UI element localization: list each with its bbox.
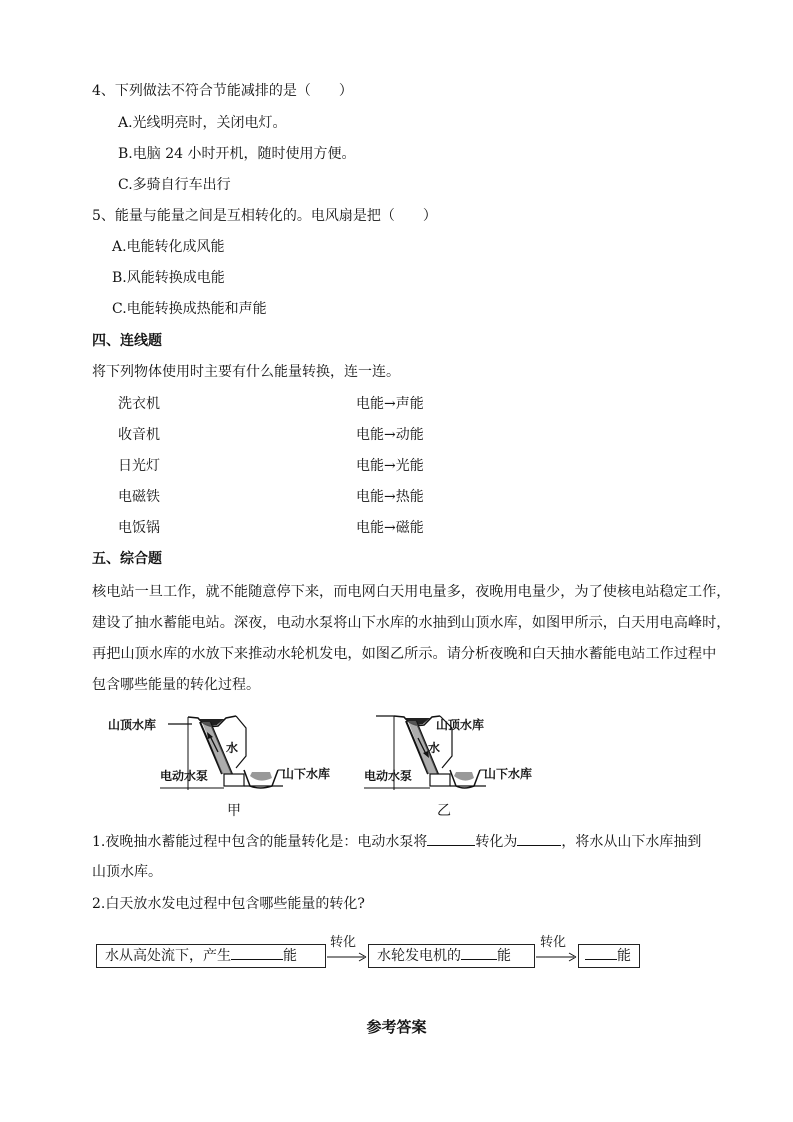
answers-title: 参考答案 <box>366 1018 427 1036</box>
section4-title: 四、连线题 <box>92 333 162 349</box>
flow-box-2-text: 水轮发电机的 <box>377 948 461 964</box>
flow-arrow-label: 转化 <box>330 935 357 950</box>
section4-intro: 将下列物体使用时主要有什么能量转换，连一连。 <box>92 364 400 380</box>
flow-box-2 <box>368 944 535 968</box>
section5-title: 五、综合题 <box>92 551 162 567</box>
match-right-item: 电能→声能 <box>356 396 424 412</box>
q1-part1: 1.夜晚抽水蓄能过程中包含的能量转化是：电动水泵将 <box>92 834 428 850</box>
figure-b <box>364 716 532 819</box>
section5-para-line: 包含哪些能量的转化过程。 <box>92 677 260 693</box>
bottom-reservoir-label: 山下水库 <box>484 767 533 781</box>
flow-box-2-end: 能 <box>497 948 511 964</box>
match-right-item: 电能→热能 <box>356 489 424 505</box>
top-reservoir-label: 山顶水库 <box>436 718 485 732</box>
flow-blank-2[interactable] <box>461 945 497 960</box>
q5-option-a: A.电能转化成风能 <box>112 239 225 255</box>
flow-blank-3[interactable] <box>585 945 617 960</box>
q4-option-a: A.光线明亮时，关闭电灯。 <box>118 115 287 131</box>
section5-para-line: 再把山顶水库的水放下来推动水轮机发电，如图乙所示。请分析夜晚和白天抽水蓄能电站工作过程中 <box>92 646 717 662</box>
figure-b-label: 乙 <box>437 803 451 819</box>
pump-label: 电动水泵 <box>160 769 209 783</box>
match-right-item: 电能→磁能 <box>356 520 424 536</box>
q1-part3: ，将水从山下水库抽到 <box>561 834 702 850</box>
flow-box-1-text: 水从高处流下，产生 <box>105 948 231 964</box>
q4-option-b: B.电脑 24 小时开机，随时使用方便。 <box>118 146 356 162</box>
section5-q1 <box>92 831 701 852</box>
flow-blank-1[interactable] <box>231 945 283 960</box>
flow-box-3 <box>578 944 640 968</box>
match-left-item: 洗衣机 <box>118 396 160 412</box>
match-left-item: 收音机 <box>118 427 160 443</box>
flow-arrow-label: 转化 <box>540 935 567 950</box>
q5-stem: 5、能量与能量之间是互相转化的。电风扇是把（ ） <box>92 208 437 224</box>
q1-part2: 转化为 <box>475 834 518 850</box>
q5-option-b: B.风能转换成电能 <box>112 270 225 286</box>
match-right-item: 电能→光能 <box>356 458 424 474</box>
water-label: 水 <box>226 741 239 755</box>
match-right-item: 电能→动能 <box>356 427 424 443</box>
section5-para-line: 核电站一旦工作，就不能随意停下来，而电网白天用电量多，夜晚用电量少，为了使核电站稳定工作， <box>92 584 731 600</box>
match-left-item: 电磁铁 <box>118 489 160 505</box>
bottom-reservoir-label: 山下水库 <box>282 767 331 781</box>
pump-label: 电动水泵 <box>364 769 413 783</box>
q4-option-c: C.多骑自行车出行 <box>118 177 231 193</box>
q1-blank-1[interactable] <box>427 831 475 846</box>
water-label: 水 <box>428 741 441 755</box>
figure-a-label: 甲 <box>227 803 241 819</box>
q4-stem: 4、下列做法不符合节能减排的是（ ） <box>92 83 353 99</box>
match-left-item: 日光灯 <box>118 458 160 474</box>
match-left-item: 电饭锅 <box>118 520 160 536</box>
section5-para-line: 建设了抽水蓄能电站。深夜，电动水泵将山下水库的水抽到山顶水库，如图甲所示，白天用电高峰时， <box>92 615 731 631</box>
flow-box-3-end: 能 <box>617 948 631 964</box>
section5-q2: 2.白天放水发电过程中包含哪些能量的转化? <box>92 896 365 912</box>
figure-a <box>108 716 330 819</box>
top-reservoir-label: 山顶水库 <box>108 718 157 732</box>
q5-option-c: C.电能转换成热能和声能 <box>112 301 267 317</box>
flow-box-1 <box>96 944 326 968</box>
flow-box-1-end: 能 <box>283 948 297 964</box>
q1-part4: 山顶水库。 <box>92 864 162 880</box>
q1-blank-2[interactable] <box>517 831 561 846</box>
